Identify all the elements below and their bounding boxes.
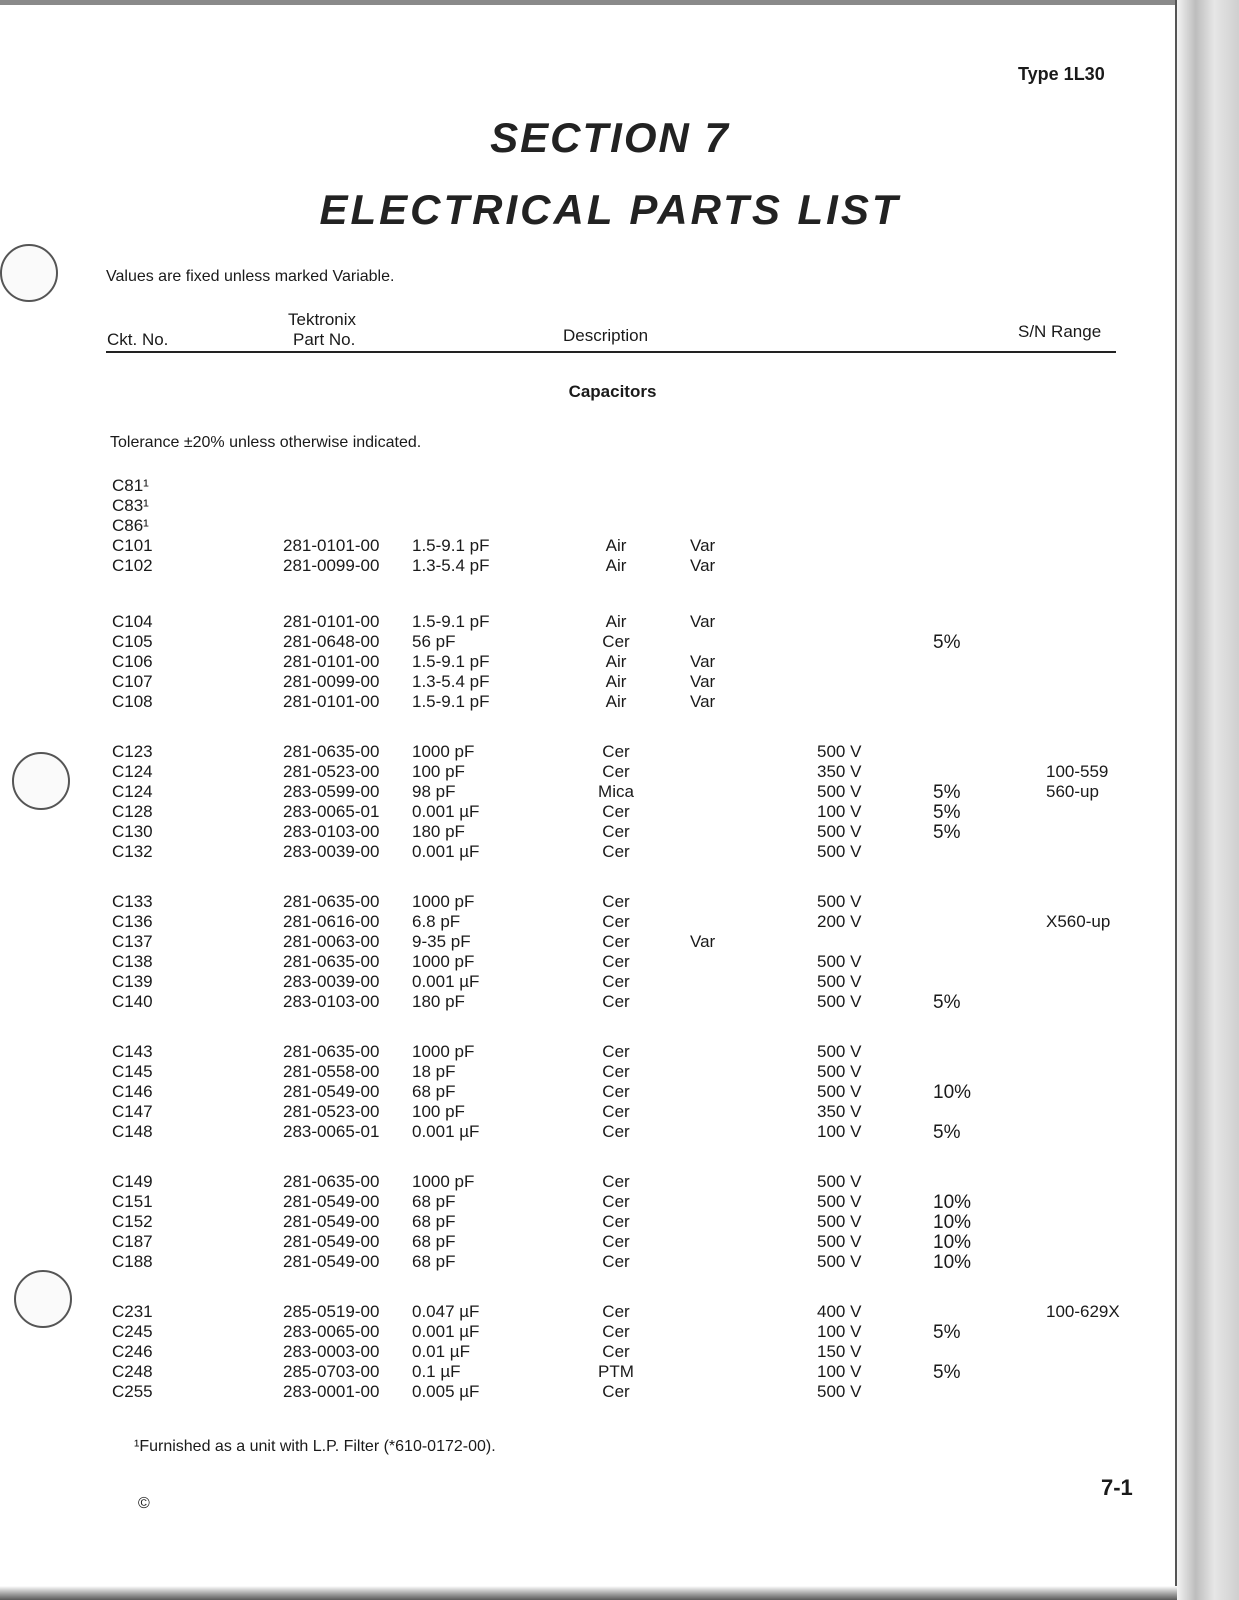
voltage-rating: 500 V xyxy=(817,782,862,801)
page-top-edge xyxy=(0,0,1177,5)
ckt-number: C128 xyxy=(112,802,153,821)
dielectric-type: Cer xyxy=(602,952,630,971)
part-number: 283-0065-00 xyxy=(283,1322,380,1341)
part-number: 283-0065-01 xyxy=(283,1122,380,1141)
table-row xyxy=(0,762,1170,782)
table-row xyxy=(0,632,1170,652)
voltage-rating: 100 V xyxy=(817,1362,862,1381)
table-row xyxy=(0,1192,1170,1212)
table-row xyxy=(0,672,1170,692)
variable-flag: Var xyxy=(690,692,716,711)
part-number: 281-0099-00 xyxy=(283,672,380,691)
table-row xyxy=(0,1102,1170,1122)
ckt-number: C86¹ xyxy=(112,516,149,535)
ckt-number: C245 xyxy=(112,1322,153,1341)
ckt-number: C107 xyxy=(112,672,153,691)
tolerance-note: Tolerance ±20% unless otherwise indicated. xyxy=(110,434,422,451)
part-number: 281-0549-00 xyxy=(283,1212,380,1231)
header-rule xyxy=(106,351,1116,353)
variable-flag: Var xyxy=(690,612,716,631)
ckt-number: C133 xyxy=(112,892,153,911)
part-number: 283-0599-00 xyxy=(283,782,380,801)
ckt-number: C187 xyxy=(112,1232,153,1251)
part-value: 0.001 µF xyxy=(412,842,480,861)
part-number: 281-0635-00 xyxy=(283,1172,380,1191)
voltage-rating: 500 V xyxy=(817,1042,862,1061)
page-number: 7-1 xyxy=(1101,1475,1133,1500)
voltage-rating: 500 V xyxy=(817,1212,862,1231)
tolerance: 5% xyxy=(933,822,961,843)
part-number: 281-0635-00 xyxy=(283,952,380,971)
voltage-rating: 200 V xyxy=(817,912,862,931)
page-title: ELECTRICAL PARTS LIST xyxy=(319,186,901,233)
table-row xyxy=(0,1212,1170,1232)
ckt-number: C81¹ xyxy=(112,476,149,495)
voltage-rating: 500 V xyxy=(817,892,862,911)
table-row xyxy=(0,1342,1170,1362)
table-row xyxy=(0,612,1170,632)
ckt-number: C105 xyxy=(112,632,153,651)
section-title: SECTION 7 xyxy=(490,114,730,161)
table-row xyxy=(0,1062,1170,1082)
part-number: 283-0001-00 xyxy=(283,1382,380,1401)
part-number: 283-0065-01 xyxy=(283,802,380,821)
variable-flag: Var xyxy=(690,556,716,575)
part-number: 281-0648-00 xyxy=(283,632,380,651)
part-value: 1.5-9.1 pF xyxy=(412,536,490,555)
part-value: 0.01 µF xyxy=(412,1342,470,1361)
part-number: 281-0101-00 xyxy=(283,536,380,555)
dielectric-type: Cer xyxy=(602,972,630,991)
table-row xyxy=(0,1082,1170,1102)
part-number: 281-0549-00 xyxy=(283,1192,380,1211)
table-row xyxy=(0,476,1170,496)
part-number: 281-0635-00 xyxy=(283,742,380,761)
dielectric-type: Cer xyxy=(602,1212,630,1231)
part-value: 100 pF xyxy=(412,762,465,781)
table-row xyxy=(0,536,1170,556)
part-value: 56 pF xyxy=(412,632,456,651)
sn-range: 100-559 xyxy=(1046,762,1109,781)
dielectric-type: Cer xyxy=(602,1322,630,1341)
voltage-rating: 500 V xyxy=(817,1172,862,1191)
ckt-number: C248 xyxy=(112,1362,153,1381)
voltage-rating: 500 V xyxy=(817,822,862,841)
tolerance: 5% xyxy=(933,802,961,823)
ckt-number: C143 xyxy=(112,1042,153,1061)
part-number: 281-0549-00 xyxy=(283,1252,380,1271)
part-value: 0.001 µF xyxy=(412,802,480,821)
ckt-number: C188 xyxy=(112,1252,153,1271)
table-row xyxy=(0,932,1170,952)
ckt-number: C124 xyxy=(112,762,153,781)
dielectric-type: Cer xyxy=(602,632,630,651)
table-row xyxy=(0,1362,1170,1382)
ckt-number: C255 xyxy=(112,1382,153,1401)
type-label: Type 1L30 xyxy=(1018,64,1105,84)
part-number: 285-0519-00 xyxy=(283,1302,380,1321)
part-number: 281-0558-00 xyxy=(283,1062,380,1081)
part-value: 1000 pF xyxy=(412,742,475,761)
dielectric-type: Air xyxy=(605,612,627,631)
dielectric-type: Cer xyxy=(602,1062,630,1081)
dielectric-type: Cer xyxy=(602,822,630,841)
table-row xyxy=(0,556,1170,576)
dielectric-type: Cer xyxy=(602,742,630,761)
part-number: 281-0101-00 xyxy=(283,652,380,671)
dielectric-type: Air xyxy=(605,556,627,575)
ckt-number: C246 xyxy=(112,1342,153,1361)
tolerance: 5% xyxy=(933,1122,961,1143)
dielectric-type: Cer xyxy=(602,1172,630,1191)
part-value: 0.1 µF xyxy=(412,1362,461,1381)
tolerance: 10% xyxy=(933,1192,972,1213)
ckt-number: C136 xyxy=(112,912,153,931)
voltage-rating: 500 V xyxy=(817,1192,862,1211)
part-number: 281-0523-00 xyxy=(283,762,380,781)
ckt-number: C145 xyxy=(112,1062,153,1081)
tolerance: 5% xyxy=(933,1362,961,1383)
part-number: 281-0099-00 xyxy=(283,556,380,575)
part-number: 281-0635-00 xyxy=(283,1042,380,1061)
ckt-number: C152 xyxy=(112,1212,153,1231)
table-row xyxy=(0,822,1170,842)
ckt-number: C148 xyxy=(112,1122,153,1141)
part-value: 0.047 µF xyxy=(412,1302,480,1321)
ckt-number: C149 xyxy=(112,1172,153,1191)
part-value: 1000 pF xyxy=(412,1042,475,1061)
table-row xyxy=(0,972,1170,992)
ckt-number: C137 xyxy=(112,932,153,951)
voltage-rating: 350 V xyxy=(817,1102,862,1121)
table-row xyxy=(0,516,1170,536)
variable-flag: Var xyxy=(690,652,716,671)
part-value: 180 pF xyxy=(412,992,465,1011)
column-header-ckt-no: Ckt. No. xyxy=(107,330,169,349)
part-value: 1.3-5.4 pF xyxy=(412,556,490,575)
tolerance: 10% xyxy=(933,1232,972,1253)
page-binding-edge xyxy=(1175,0,1239,1600)
dielectric-type: Cer xyxy=(602,802,630,821)
part-number: 283-0103-00 xyxy=(283,822,380,841)
part-value: 0.001 µF xyxy=(412,1122,480,1141)
table-row xyxy=(0,992,1170,1012)
ckt-number: C123 xyxy=(112,742,153,761)
variable-flag: Var xyxy=(690,536,716,555)
ckt-number: C138 xyxy=(112,952,153,971)
part-value: 9-35 pF xyxy=(412,932,471,951)
part-value: 180 pF xyxy=(412,822,465,841)
sn-range: 560-up xyxy=(1046,782,1099,801)
ckt-number: C151 xyxy=(112,1192,153,1211)
dielectric-type: Cer xyxy=(602,1302,630,1321)
dielectric-type: Air xyxy=(605,536,627,555)
part-value: 1.5-9.1 pF xyxy=(412,612,490,631)
dielectric-type: Air xyxy=(605,652,627,671)
dielectric-type: Cer xyxy=(602,1232,630,1251)
voltage-rating: 500 V xyxy=(817,842,862,861)
ckt-number: C101 xyxy=(112,536,153,555)
tolerance: 5% xyxy=(933,1322,961,1343)
ckt-number: C147 xyxy=(112,1102,153,1121)
voltage-rating: 100 V xyxy=(817,1322,862,1341)
ckt-number: C106 xyxy=(112,652,153,671)
dielectric-type: Cer xyxy=(602,842,630,861)
table-row xyxy=(0,912,1170,932)
dielectric-type: Air xyxy=(605,672,627,691)
ckt-number: C102 xyxy=(112,556,153,575)
voltage-rating: 500 V xyxy=(817,1382,862,1401)
table-row xyxy=(0,842,1170,862)
table-row xyxy=(0,952,1170,972)
part-value: 68 pF xyxy=(412,1232,456,1251)
part-value: 1000 pF xyxy=(412,892,475,911)
part-number: 281-0523-00 xyxy=(283,1102,380,1121)
voltage-rating: 500 V xyxy=(817,742,862,761)
part-value: 18 pF xyxy=(412,1062,456,1081)
tolerance: 5% xyxy=(933,782,961,803)
ckt-number: C124 xyxy=(112,782,153,801)
part-number: 281-0549-00 xyxy=(283,1232,380,1251)
part-value: 0.001 µF xyxy=(412,1322,480,1341)
part-number: 281-0635-00 xyxy=(283,892,380,911)
table-row xyxy=(0,892,1170,912)
tolerance: 10% xyxy=(933,1082,972,1103)
part-number: 283-0003-00 xyxy=(283,1342,380,1361)
part-number: 281-0063-00 xyxy=(283,932,380,951)
voltage-rating: 500 V xyxy=(817,1252,862,1271)
dielectric-type: Cer xyxy=(602,1192,630,1211)
part-number: 281-0616-00 xyxy=(283,912,380,931)
table-row xyxy=(0,1252,1170,1272)
voltage-rating: 150 V xyxy=(817,1342,862,1361)
tolerance: 10% xyxy=(933,1252,972,1273)
voltage-rating: 100 V xyxy=(817,1122,862,1141)
ckt-number: C139 xyxy=(112,972,153,991)
voltage-rating: 500 V xyxy=(817,1062,862,1081)
part-number: 281-0101-00 xyxy=(283,612,380,631)
tolerance: 5% xyxy=(933,632,961,653)
part-number: 281-0549-00 xyxy=(283,1082,380,1101)
part-value: 68 pF xyxy=(412,1252,456,1271)
voltage-rating: 400 V xyxy=(817,1302,862,1321)
dielectric-type: Cer xyxy=(602,1042,630,1061)
part-value: 1.5-9.1 pF xyxy=(412,652,490,671)
table-row xyxy=(0,1042,1170,1062)
table-row xyxy=(0,1322,1170,1342)
ckt-number: C130 xyxy=(112,822,153,841)
part-value: 68 pF xyxy=(412,1212,456,1231)
column-header-part-no-line2: Part No. xyxy=(293,330,356,349)
dielectric-type: Cer xyxy=(602,1082,630,1101)
dielectric-type: Air xyxy=(605,692,627,711)
dielectric-type: Cer xyxy=(602,992,630,1011)
dielectric-type: Cer xyxy=(602,762,630,781)
ckt-number: C146 xyxy=(112,1082,153,1101)
dielectric-type: Cer xyxy=(602,892,630,911)
variable-flag: Var xyxy=(690,672,716,691)
tolerance: 10% xyxy=(933,1212,972,1233)
part-value: 1.3-5.4 pF xyxy=(412,672,490,691)
part-value: 1000 pF xyxy=(412,1172,475,1191)
voltage-rating: 500 V xyxy=(817,972,862,991)
part-value: 0.001 µF xyxy=(412,972,480,991)
table-row xyxy=(0,1172,1170,1192)
footnote: ¹Furnished as a unit with L.P. Filter (*610-0172-00). xyxy=(134,1438,496,1455)
dielectric-type: Mica xyxy=(598,782,634,801)
table-row xyxy=(0,1302,1170,1322)
table-row xyxy=(0,1122,1170,1142)
part-value: 100 pF xyxy=(412,1102,465,1121)
table-row xyxy=(0,1382,1170,1402)
ckt-number: C231 xyxy=(112,1302,153,1321)
table-row xyxy=(0,782,1170,802)
voltage-rating: 350 V xyxy=(817,762,862,781)
tolerance: 5% xyxy=(933,992,961,1013)
part-value: 98 pF xyxy=(412,782,456,801)
part-value: 1000 pF xyxy=(412,952,475,971)
ckt-number: C108 xyxy=(112,692,153,711)
intro-note: Values are fixed unless marked Variable. xyxy=(106,268,395,285)
dielectric-type: Cer xyxy=(602,912,630,931)
table-row xyxy=(0,692,1170,712)
column-header-part-no-line1: Tektronix xyxy=(288,310,357,329)
column-header-description: Description xyxy=(563,326,649,345)
variable-flag: Var xyxy=(690,932,716,951)
page-bottom-edge xyxy=(0,1586,1177,1600)
dielectric-type: Cer xyxy=(602,1342,630,1361)
table-row xyxy=(0,1232,1170,1252)
table-row xyxy=(0,652,1170,672)
part-value: 68 pF xyxy=(412,1082,456,1101)
sn-range: X560-up xyxy=(1046,912,1111,931)
category-heading: Capacitors xyxy=(568,382,657,401)
table-row xyxy=(0,742,1170,762)
part-number: 285-0703-00 xyxy=(283,1362,380,1381)
voltage-rating: 100 V xyxy=(817,802,862,821)
column-header-sn-range: S/N Range xyxy=(1018,322,1102,341)
part-value: 0.005 µF xyxy=(412,1382,480,1401)
voltage-rating: 500 V xyxy=(817,1082,862,1101)
voltage-rating: 500 V xyxy=(817,992,862,1011)
dielectric-type: PTM xyxy=(598,1362,634,1381)
part-value: 68 pF xyxy=(412,1192,456,1211)
voltage-rating: 500 V xyxy=(817,952,862,971)
ckt-number: C140 xyxy=(112,992,153,1011)
part-number: 283-0103-00 xyxy=(283,992,380,1011)
part-number: 283-0039-00 xyxy=(283,842,380,861)
part-value: 1.5-9.1 pF xyxy=(412,692,490,711)
ckt-number: C83¹ xyxy=(112,496,149,515)
table-row xyxy=(0,802,1170,822)
punch-hole xyxy=(0,244,58,302)
dielectric-type: Cer xyxy=(602,932,630,951)
part-number: 281-0101-00 xyxy=(283,692,380,711)
dielectric-type: Cer xyxy=(602,1252,630,1271)
voltage-rating: 500 V xyxy=(817,1232,862,1251)
table-row xyxy=(0,496,1170,516)
sn-range: 100-629X xyxy=(1046,1302,1120,1321)
ckt-number: C104 xyxy=(112,612,153,631)
copyright-mark: © xyxy=(138,1495,150,1512)
dielectric-type: Cer xyxy=(602,1382,630,1401)
dielectric-type: Cer xyxy=(602,1122,630,1141)
dielectric-type: Cer xyxy=(602,1102,630,1121)
ckt-number: C132 xyxy=(112,842,153,861)
part-value: 6.8 pF xyxy=(412,912,461,931)
part-number: 283-0039-00 xyxy=(283,972,380,991)
